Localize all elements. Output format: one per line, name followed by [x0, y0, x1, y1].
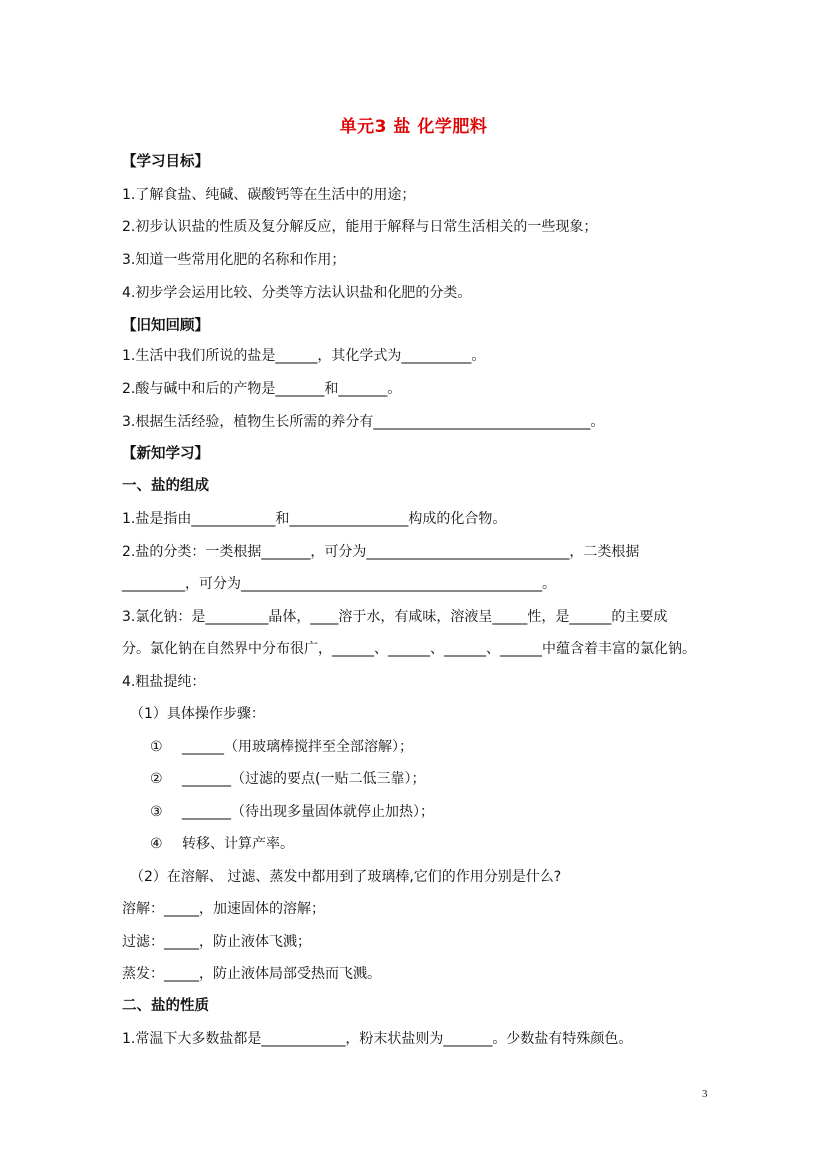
- steps-heading: （1）具体操作步骤：: [130, 706, 265, 722]
- part2-line: 1.常温下大多数盐都是____________，粉末状盐则为_______。少数盐有特殊颜色。: [122, 1031, 633, 1047]
- goal-item: 3.知道一些常用化肥的名称和作用；: [122, 252, 346, 268]
- goal-item: 1.了解食盐、纯碱、碳酸钙等在生活中的用途；: [122, 187, 416, 203]
- step-text: _______（过滤的要点(一贴二低三靠）；: [182, 771, 426, 787]
- step-marker: ②: [150, 771, 163, 787]
- step-text: 转移、计算产率。: [182, 836, 294, 852]
- part1-line: 分。氯化钠在自然界中分布很广，______、______、______、______中蕴含着丰富的氯化钠。: [122, 641, 696, 657]
- page-title: 单元3 盐 化学肥料: [339, 117, 488, 137]
- review-item: 1.生活中我们所说的盐是______，其化学式为__________。: [122, 348, 486, 364]
- step-item: [150, 802, 434, 822]
- step-item: [150, 834, 294, 854]
- answer-line: 过滤：_____，防止液体飞溅；: [122, 934, 311, 950]
- part1-heading: 一、盐的组成: [122, 478, 209, 494]
- answer-line: 蒸发：_____，防止液体局部受热而飞溅。: [122, 966, 381, 982]
- part1-line: _________，可分为___________________________________________。: [122, 576, 556, 592]
- part1-line: 2.盐的分类：一类根据_______，可分为_____________________________，二类根据: [122, 544, 640, 560]
- part1-line: 3.氯化钠：是_________晶体，____溶于水，有咸味，溶液呈_____性，是______的主要成: [122, 609, 668, 625]
- step-text: _______（待出现多量固体就停止加热）；: [182, 804, 434, 820]
- answer-line: 溶解：_____，加速固体的溶解；: [122, 901, 325, 917]
- goal-item: 4.初步学会运用比较、分类等方法认识盐和化肥的分类。: [122, 285, 472, 301]
- step-item: [150, 737, 413, 757]
- part2-heading: 二、盐的性质: [122, 998, 209, 1014]
- review-item: 2.酸与碱中和后的产物是_______和_______。: [122, 381, 402, 397]
- question-2: （2）在溶解、 过滤、蒸发中都用到了玻璃棒,它们的作用分别是什么?: [130, 869, 562, 885]
- step-marker: ④: [150, 836, 163, 852]
- part1-line: 4.粗盐提纯：: [122, 674, 206, 690]
- step-marker: ③: [150, 804, 163, 820]
- step-item: [150, 769, 425, 789]
- step-text: ______（用玻璃棒搅拌至全部溶解）；: [182, 739, 413, 755]
- part1-line: 1.盐是指由____________和_________________构成的化合物。: [122, 511, 507, 527]
- review-item: 3.根据生活经验，植物生长所需的养分有_______________________________。: [122, 414, 605, 430]
- goals-heading: 【学习目标】: [122, 154, 209, 170]
- review-heading: 【旧知回顾】: [122, 318, 209, 334]
- step-marker: ①: [150, 739, 163, 755]
- goal-item: 2.初步认识盐的性质及复分解反应，能用于解释与日常生活相关的一些现象；: [122, 219, 598, 235]
- page-number: 3: [702, 1088, 708, 1100]
- new-heading: 【新知学习】: [122, 446, 209, 462]
